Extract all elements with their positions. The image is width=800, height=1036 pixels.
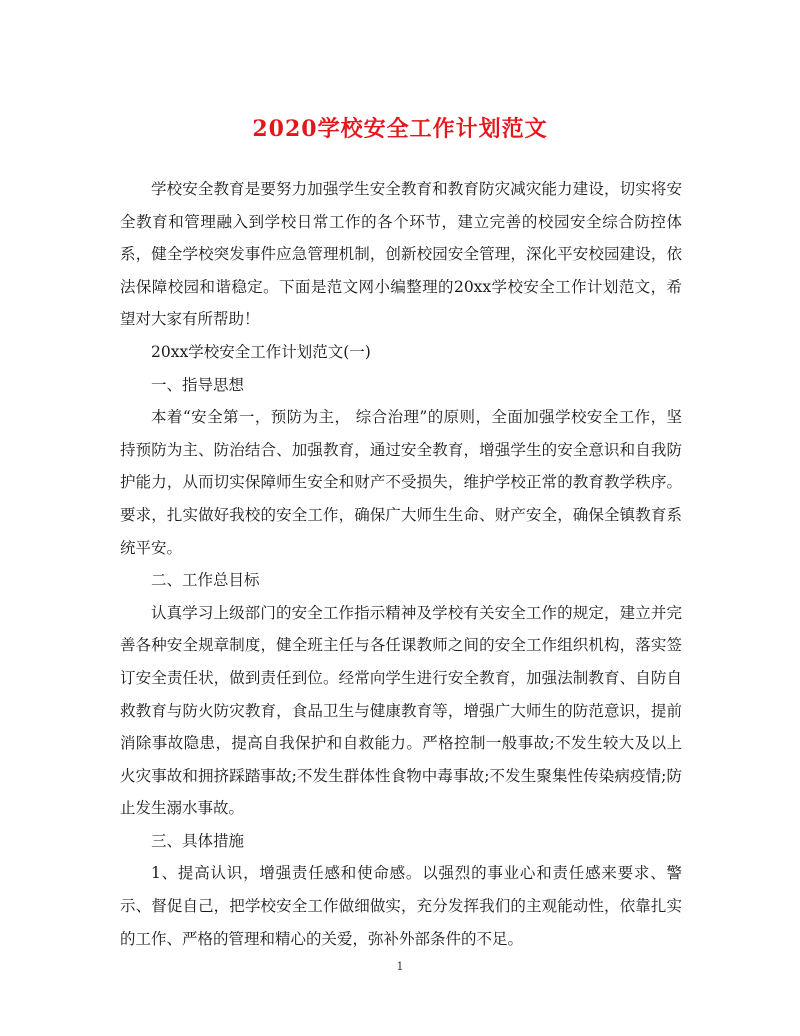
page-number: 1 bbox=[396, 960, 404, 973]
overall-goal-paragraph: 认真学习上级部门的安全工作指示精神及学校有关安全工作的规定，建立并完善各种安全规章制度，健全班主任与各任课教师之间的安全工作组织机构，落实签订安全责任状，做到责任到位。经常向学生进行安全教育，加强法制教育、自防自救教育与防火防灾教育，食品卫生与健康教育等，增强广大师生的防范意识，提前消除事故隐患，提高自我保护和自救能力。严格控制一般事故;不发生较大及以上火灾事故和拥挤踩踏事故;不发生群体性食物中毒事故;不发生聚集性传染病疫情;防止发生溺水事故。 bbox=[120, 603, 682, 818]
section-heading-guiding-ideology: 一、指导思想 bbox=[151, 375, 245, 394]
section-heading-plan: 20xx学校安全工作计划范文(一) bbox=[151, 342, 371, 361]
document-body bbox=[120, 173, 682, 955]
intro-paragraph: 学校安全教育是要努力加强学生安全教育和教育防灾减灾能力建设，切实将安全教育和管理融入到学校日常工作的各个环节，建立完善的校园安全综合防控体系，健全学校突发事件应急管理机制，创新校园安全管理，深化平安校园建设，依法保障校园和谐稳定。下面是范文网小编整理的20xx学校安全工作计划范文，希望对大家有所帮助！ bbox=[120, 180, 682, 329]
measures-paragraph-1: 1、提高认识，增强责任感和使命感。以强烈的事业心和责任感来要求、警示、督促自己，把学校安全工作做细做实，充分发挥我们的主观能动性，依靠扎实的工作、严格的管理和精心的关爱，弥补外部条件的不足。 bbox=[120, 864, 682, 948]
section-heading-overall-goal: 二、工作总目标 bbox=[151, 571, 260, 590]
section-heading-measures: 三、具体措施 bbox=[151, 831, 245, 850]
document-title: 2020学校安全工作计划范文 bbox=[252, 116, 548, 142]
guiding-ideology-paragraph: 本着“安全第一，预防为主， 综合治理”的原则，全面加强学校安全工作，坚持预防为主、防治结合、加强教育，通过安全教育，增强学生的安全意识和自我防护能力，从而切实保障师生安全和财产不受损失，维护学校正常的教育教学秩序。要求，扎实做好我校的安全工作，确保广大师生生命、财产安全，确保全镇教育系统平安。 bbox=[120, 408, 682, 557]
